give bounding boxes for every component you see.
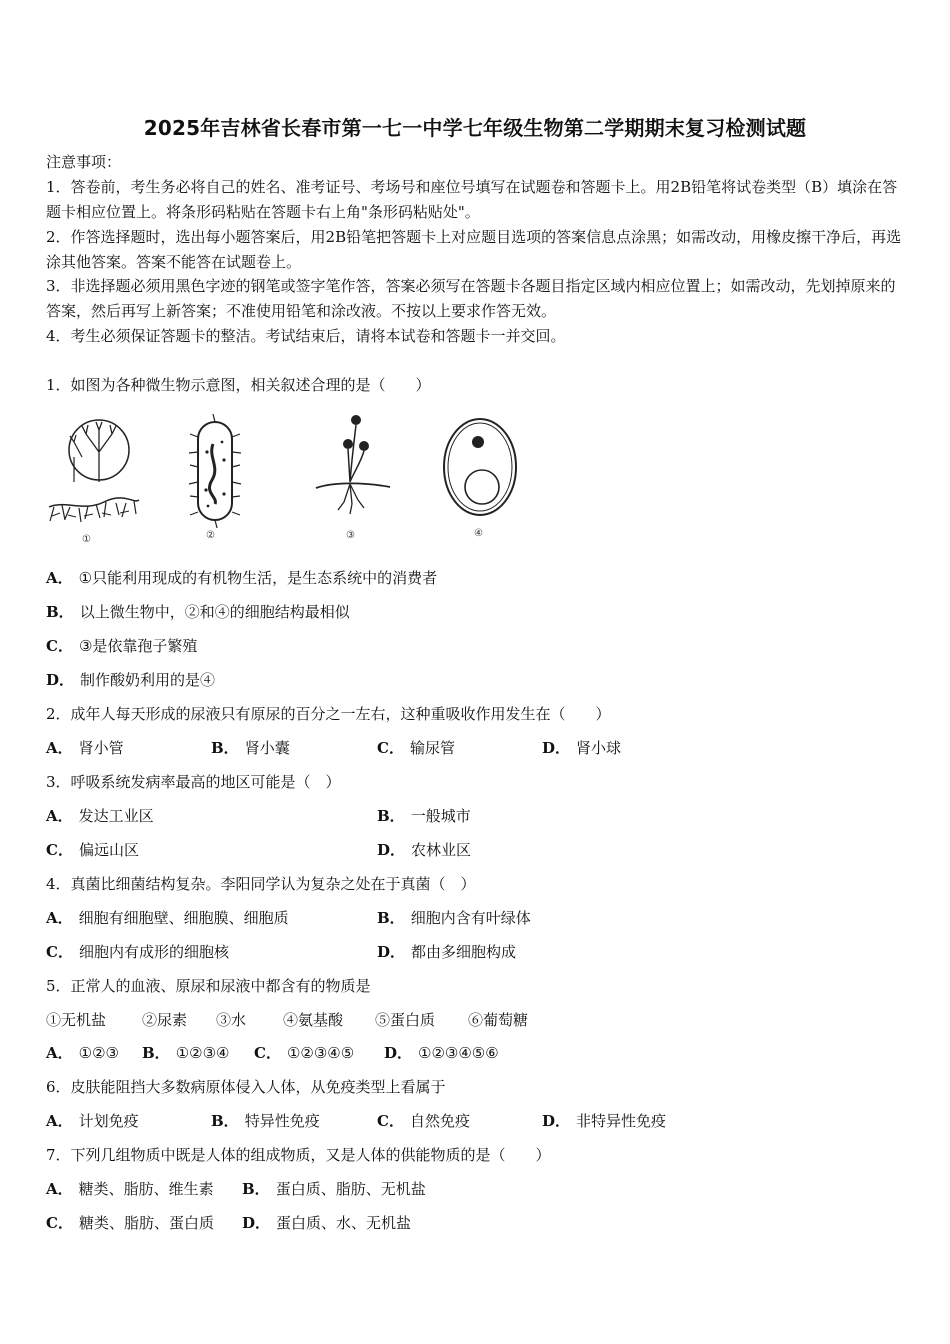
q3-option-b-letter: B． <box>377 807 405 825</box>
q3-option-d-text: 农林业区 <box>411 841 472 859</box>
question-3-stem: 3．呼吸系统发病率最高的地区可能是（ ） <box>46 773 341 791</box>
question-2-stem: 2．成年人每天形成的尿液只有原尿的百分之一左右，这种重吸收作用发生在（ ） <box>46 705 611 723</box>
q1-option-b-letter: B． <box>46 603 74 621</box>
q4-option-b[interactable] <box>377 908 531 928</box>
q5-option-a[interactable] <box>46 1043 119 1063</box>
q4-option-a[interactable] <box>46 908 289 928</box>
q7-option-b[interactable] <box>242 1179 426 1199</box>
q5-option-b-letter: B． <box>142 1044 170 1062</box>
q5-item-4: ④氨基酸 <box>283 1011 344 1029</box>
yeast-figure-4 <box>438 412 522 539</box>
q2-option-a-text: 肾小管 <box>78 739 124 757</box>
mold-drawing <box>44 412 144 542</box>
q3-option-a-text: 发达工业区 <box>78 807 154 825</box>
q2-option-c[interactable] <box>377 738 455 758</box>
q1-option-b[interactable] <box>46 602 350 622</box>
bacterium-figure-2 <box>180 412 250 541</box>
q6-option-d-letter: D． <box>542 1112 571 1130</box>
q7-option-a-text: 糖类、脂肪、维生素 <box>78 1180 214 1198</box>
q2-option-d-letter: D． <box>542 739 571 757</box>
q2-option-a[interactable] <box>46 738 124 758</box>
q1-option-a[interactable] <box>46 568 437 588</box>
q3-option-c-letter: C． <box>46 841 73 859</box>
q4-option-a-text: 细胞有细胞壁、细胞膜、细胞质 <box>78 909 289 927</box>
q5-item-5: ⑤蛋白质 <box>375 1011 436 1029</box>
q2-option-b[interactable] <box>211 738 290 758</box>
figure-label-1: ① <box>82 534 91 545</box>
q5-option-a-text: ①②③ <box>78 1044 119 1062</box>
q5-option-d[interactable] <box>384 1043 499 1063</box>
q3-option-b-text: 一般城市 <box>410 807 471 825</box>
question-6-stem: 6．皮肤能阻挡大多数病原体侵入人体，从免疫类型上看属于 <box>46 1078 446 1096</box>
q7-option-a-letter: A． <box>46 1180 73 1198</box>
q7-option-c-text: 糖类、脂肪、蛋白质 <box>78 1214 214 1232</box>
q7-option-a[interactable] <box>46 1179 214 1199</box>
q6-option-c[interactable] <box>377 1111 470 1131</box>
q5-option-c-letter: C． <box>254 1044 281 1062</box>
fungus-figure-3 <box>308 412 398 541</box>
q3-option-b[interactable] <box>377 806 471 826</box>
q4-option-b-text: 细胞内含有叶绿体 <box>410 909 531 927</box>
q4-option-c[interactable] <box>46 942 229 962</box>
bacterium-drawing <box>180 412 250 532</box>
q5-item-2: ②尿素 <box>142 1011 188 1029</box>
q6-option-a-text: 计划免疫 <box>78 1112 139 1130</box>
q7-option-c[interactable] <box>46 1213 214 1233</box>
notice-item-3: 3．非选择题必须用黑色字迹的钢笔或签字笔作答，答案必须写在答题卡各题目指定区域内相应位置上；如需改动，先划掉原来的答案，然后再写上新答案；不准使用铅笔和涂改液。不按以上要求作答无效。 <box>46 277 896 320</box>
q4-option-d-letter: D． <box>377 943 406 961</box>
q1-option-c-text: ③是依靠孢子繁殖 <box>78 637 198 655</box>
q1-option-b-text: 以上微生物中，②和④的细胞结构最相似 <box>79 603 350 621</box>
q2-option-c-letter: C． <box>377 739 404 757</box>
notice-item-2: 2．作答选择题时，选出每小题答案后，用2B铅笔把答题卡上对应题目选项的答案信息点涂黑；如需改动，用橡皮擦干净后，再选涂其他答案。答案不能答在试题卷上。 <box>46 228 902 271</box>
q3-option-a-letter: A． <box>46 807 73 825</box>
q7-option-c-letter: C． <box>46 1214 73 1232</box>
question-5-stem: 5．正常人的血液、原尿和尿液中都含有的物质是 <box>46 977 371 995</box>
q5-option-a-letter: A． <box>46 1044 73 1062</box>
q2-option-b-letter: B． <box>211 739 239 757</box>
notice-heading: 注意事项： <box>46 153 122 171</box>
q3-option-a[interactable] <box>46 806 154 826</box>
q7-option-b-text: 蛋白质、脂肪、无机盐 <box>275 1180 426 1198</box>
q5-option-c[interactable] <box>254 1043 354 1063</box>
q1-option-a-text: ①只能利用现成的有机物生活，是生态系统中的消费者 <box>78 569 438 587</box>
q2-option-d[interactable] <box>542 738 621 758</box>
q2-option-d-text: 肾小球 <box>576 739 622 757</box>
q4-option-c-text: 细胞内有成形的细胞核 <box>78 943 229 961</box>
q5-option-c-text: ①②③④⑤ <box>286 1044 355 1062</box>
q1-option-c-letter: C． <box>46 637 73 655</box>
q2-option-b-text: 肾小囊 <box>244 739 290 757</box>
q4-option-d[interactable] <box>377 942 516 962</box>
q6-option-b-text: 特异性免疫 <box>244 1112 320 1130</box>
q4-option-b-letter: B． <box>377 909 405 927</box>
yeast-drawing <box>438 412 522 532</box>
q4-option-a-letter: A． <box>46 909 73 927</box>
q5-item-3: ③水 <box>216 1011 247 1029</box>
q6-option-a[interactable] <box>46 1111 139 1131</box>
q1-option-c[interactable] <box>46 636 197 656</box>
question-1-stem: 1．如图为各种微生物示意图，相关叙述合理的是（ ） <box>46 376 431 394</box>
figure-label-3: ③ <box>346 530 355 541</box>
q2-option-a-letter: A． <box>46 739 73 757</box>
q3-option-d[interactable] <box>377 840 471 860</box>
question-4-stem: 4．真菌比细菌结构复杂。李阳同学认为复杂之处在于真菌（ ） <box>46 875 476 893</box>
page-title: 2025年吉林省长春市第一七一中学七年级生物第二学期期末复习检测试题 <box>143 116 807 140</box>
notice-item-4: 4．考生必须保证答题卡的整洁。考试结束后，请将本试卷和答题卡一并交回。 <box>46 327 566 345</box>
figure-label-2: ② <box>206 530 215 541</box>
q7-option-b-letter: B． <box>242 1180 270 1198</box>
q3-option-c-text: 偏远山区 <box>78 841 139 859</box>
q5-option-b-text: ①②③④ <box>175 1044 230 1062</box>
q1-option-d-letter: D． <box>46 671 75 689</box>
question-7-stem: 7．下列几组物质中既是人体的组成物质，又是人体的供能物质的是（ ） <box>46 1146 551 1164</box>
q6-option-c-letter: C． <box>377 1112 404 1130</box>
q4-option-d-text: 都由多细胞构成 <box>411 943 517 961</box>
figure-label-4: ④ <box>474 528 483 539</box>
q5-option-d-text: ①②③④⑤⑥ <box>418 1044 499 1062</box>
q2-option-c-text: 输尿管 <box>409 739 455 757</box>
q6-option-d[interactable] <box>542 1111 666 1131</box>
q5-option-d-letter: D． <box>384 1044 413 1062</box>
q7-option-d-text: 蛋白质、水、无机盐 <box>276 1214 412 1232</box>
q6-option-a-letter: A． <box>46 1112 73 1130</box>
q6-option-d-text: 非特异性免疫 <box>576 1112 667 1130</box>
q7-option-d-letter: D． <box>242 1214 271 1232</box>
notice-item-1: 1．答卷前，考生务必将自己的姓名、准考证号、考场号和座位号填写在试题卷和答题卡上。用2B铅笔将试卷类型（B）填涂在答题卡相应位置上。将条形码粘贴在答题卡右上角"条形码粘贴处"。 <box>46 178 898 221</box>
q1-option-d[interactable] <box>46 670 215 690</box>
q7-option-d[interactable] <box>242 1213 411 1233</box>
mold-figure-1 <box>44 412 144 545</box>
q3-option-c[interactable] <box>46 840 139 860</box>
q5-item-1: ①无机盐 <box>46 1011 107 1029</box>
q1-option-a-letter: A． <box>46 569 73 587</box>
q4-option-c-letter: C． <box>46 943 73 961</box>
q5-item-6: ⑥葡萄糖 <box>468 1011 529 1029</box>
q6-option-b[interactable] <box>211 1111 320 1131</box>
microbe-figure <box>40 412 540 552</box>
q6-option-b-letter: B． <box>211 1112 239 1130</box>
q6-option-c-text: 自然免疫 <box>409 1112 470 1130</box>
q3-option-d-letter: D． <box>377 841 406 859</box>
q1-option-d-text: 制作酸奶利用的是④ <box>80 671 216 689</box>
fungus-drawing <box>308 412 398 532</box>
q5-option-b[interactable] <box>142 1043 229 1063</box>
